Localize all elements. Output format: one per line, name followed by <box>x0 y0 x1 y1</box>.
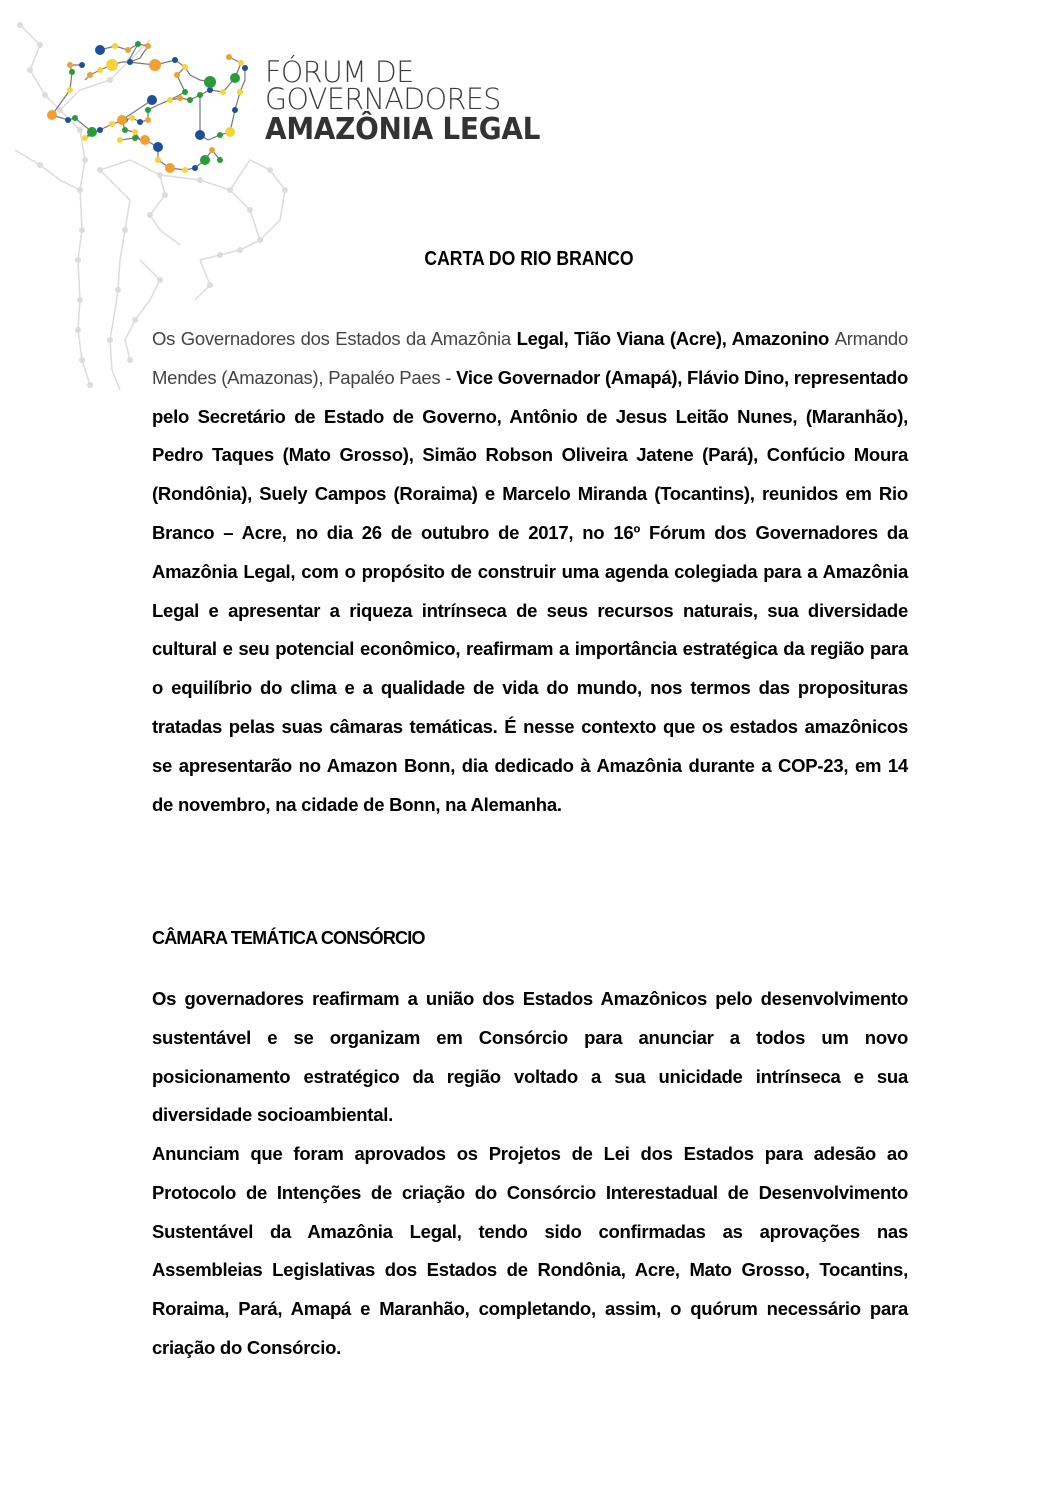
intro-paragraph <box>152 320 908 824</box>
section-paragraph-1: Os governadores reafirmam a união dos Estados Amazônicos pelo desenvolvimento sustentável e se organizam em Consórcio para anunciar a todos um novo posicionamento estratégico da região voltado a sua unicidade intrínseca e sua diversidade socioambiental. <box>152 988 908 1126</box>
logo-wordmark <box>265 55 561 147</box>
logo-line-governadores: GOVERNADORES <box>265 82 501 116</box>
document-title: CARTA DO RIO BRANCO <box>424 248 634 270</box>
intro-text-bold-1: Legal, Tião Viana (Acre), Amazonino <box>516 328 835 349</box>
section-heading: CÂMARA TEMÁTICA CONSÓRCIO <box>152 928 425 948</box>
intro-text-bold-2: Vice Governador (Amapá), Flávio Dino, representado pelo Secretário de Estado de Governo, Antônio de Jesus Leitão Nunes, (Maranhão), Pedro Taques (Mato Grosso), Simão Robson Oliveira Jatene (Pará), Confúcio Moura (Rondônia), Suely Campos (Roraima) e Marcelo Miranda (Tocantins), reunidos em Rio Branco – Acre, no dia 26 de outubro de 2017, no 16º Fórum dos Governadores da Amazônia Legal, com o propósito de construir uma agenda colegiada para a Amazônia Legal e apresentar a riqueza intrínseca de seus recursos naturais, sua diversidade cultural e seu potencial econômico, reafirmam a importância estratégica da região para o equilíbrio do clima e a qualidade de vida do mundo, nos termos das proposituras tratadas pelas suas câmaras temáticas. É nesse contexto que os estados amazônicos se apresentarão no Amazon Bonn, dia dedicado à Amazônia durante a COP-23, em 14 de novembro, na cidade de Bonn, na Alemanha. <box>152 366 908 815</box>
logo-line-amazonia-legal: AMAZÔNIA LEGAL <box>265 112 541 147</box>
logo-line-forum: FÓRUM DE <box>265 55 414 89</box>
intro-text-light-1: Os Governadores dos Estados da Amazônia <box>152 328 517 349</box>
section-paragraph-2: Anunciam que foram aprovados os Projetos de Lei dos Estados para adesão ao Protocolo de Intenções de criação do Consórcio Interestadual de Desenvolvimento Sustentável da Amazônia Legal, tendo sido confirmadas as aprovações nas Assembleias Legislativas dos Estados de Rondônia, Acre, Mato Grosso, Tocantins, Roraima, Pará, Amapá e Maranhão, completando, assim, o quórum necessário para criação do Consórcio. <box>152 1143 908 1358</box>
intro-text-light-2: Armando Mendes (Amazonas), Papaléo Paes - <box>152 328 908 388</box>
